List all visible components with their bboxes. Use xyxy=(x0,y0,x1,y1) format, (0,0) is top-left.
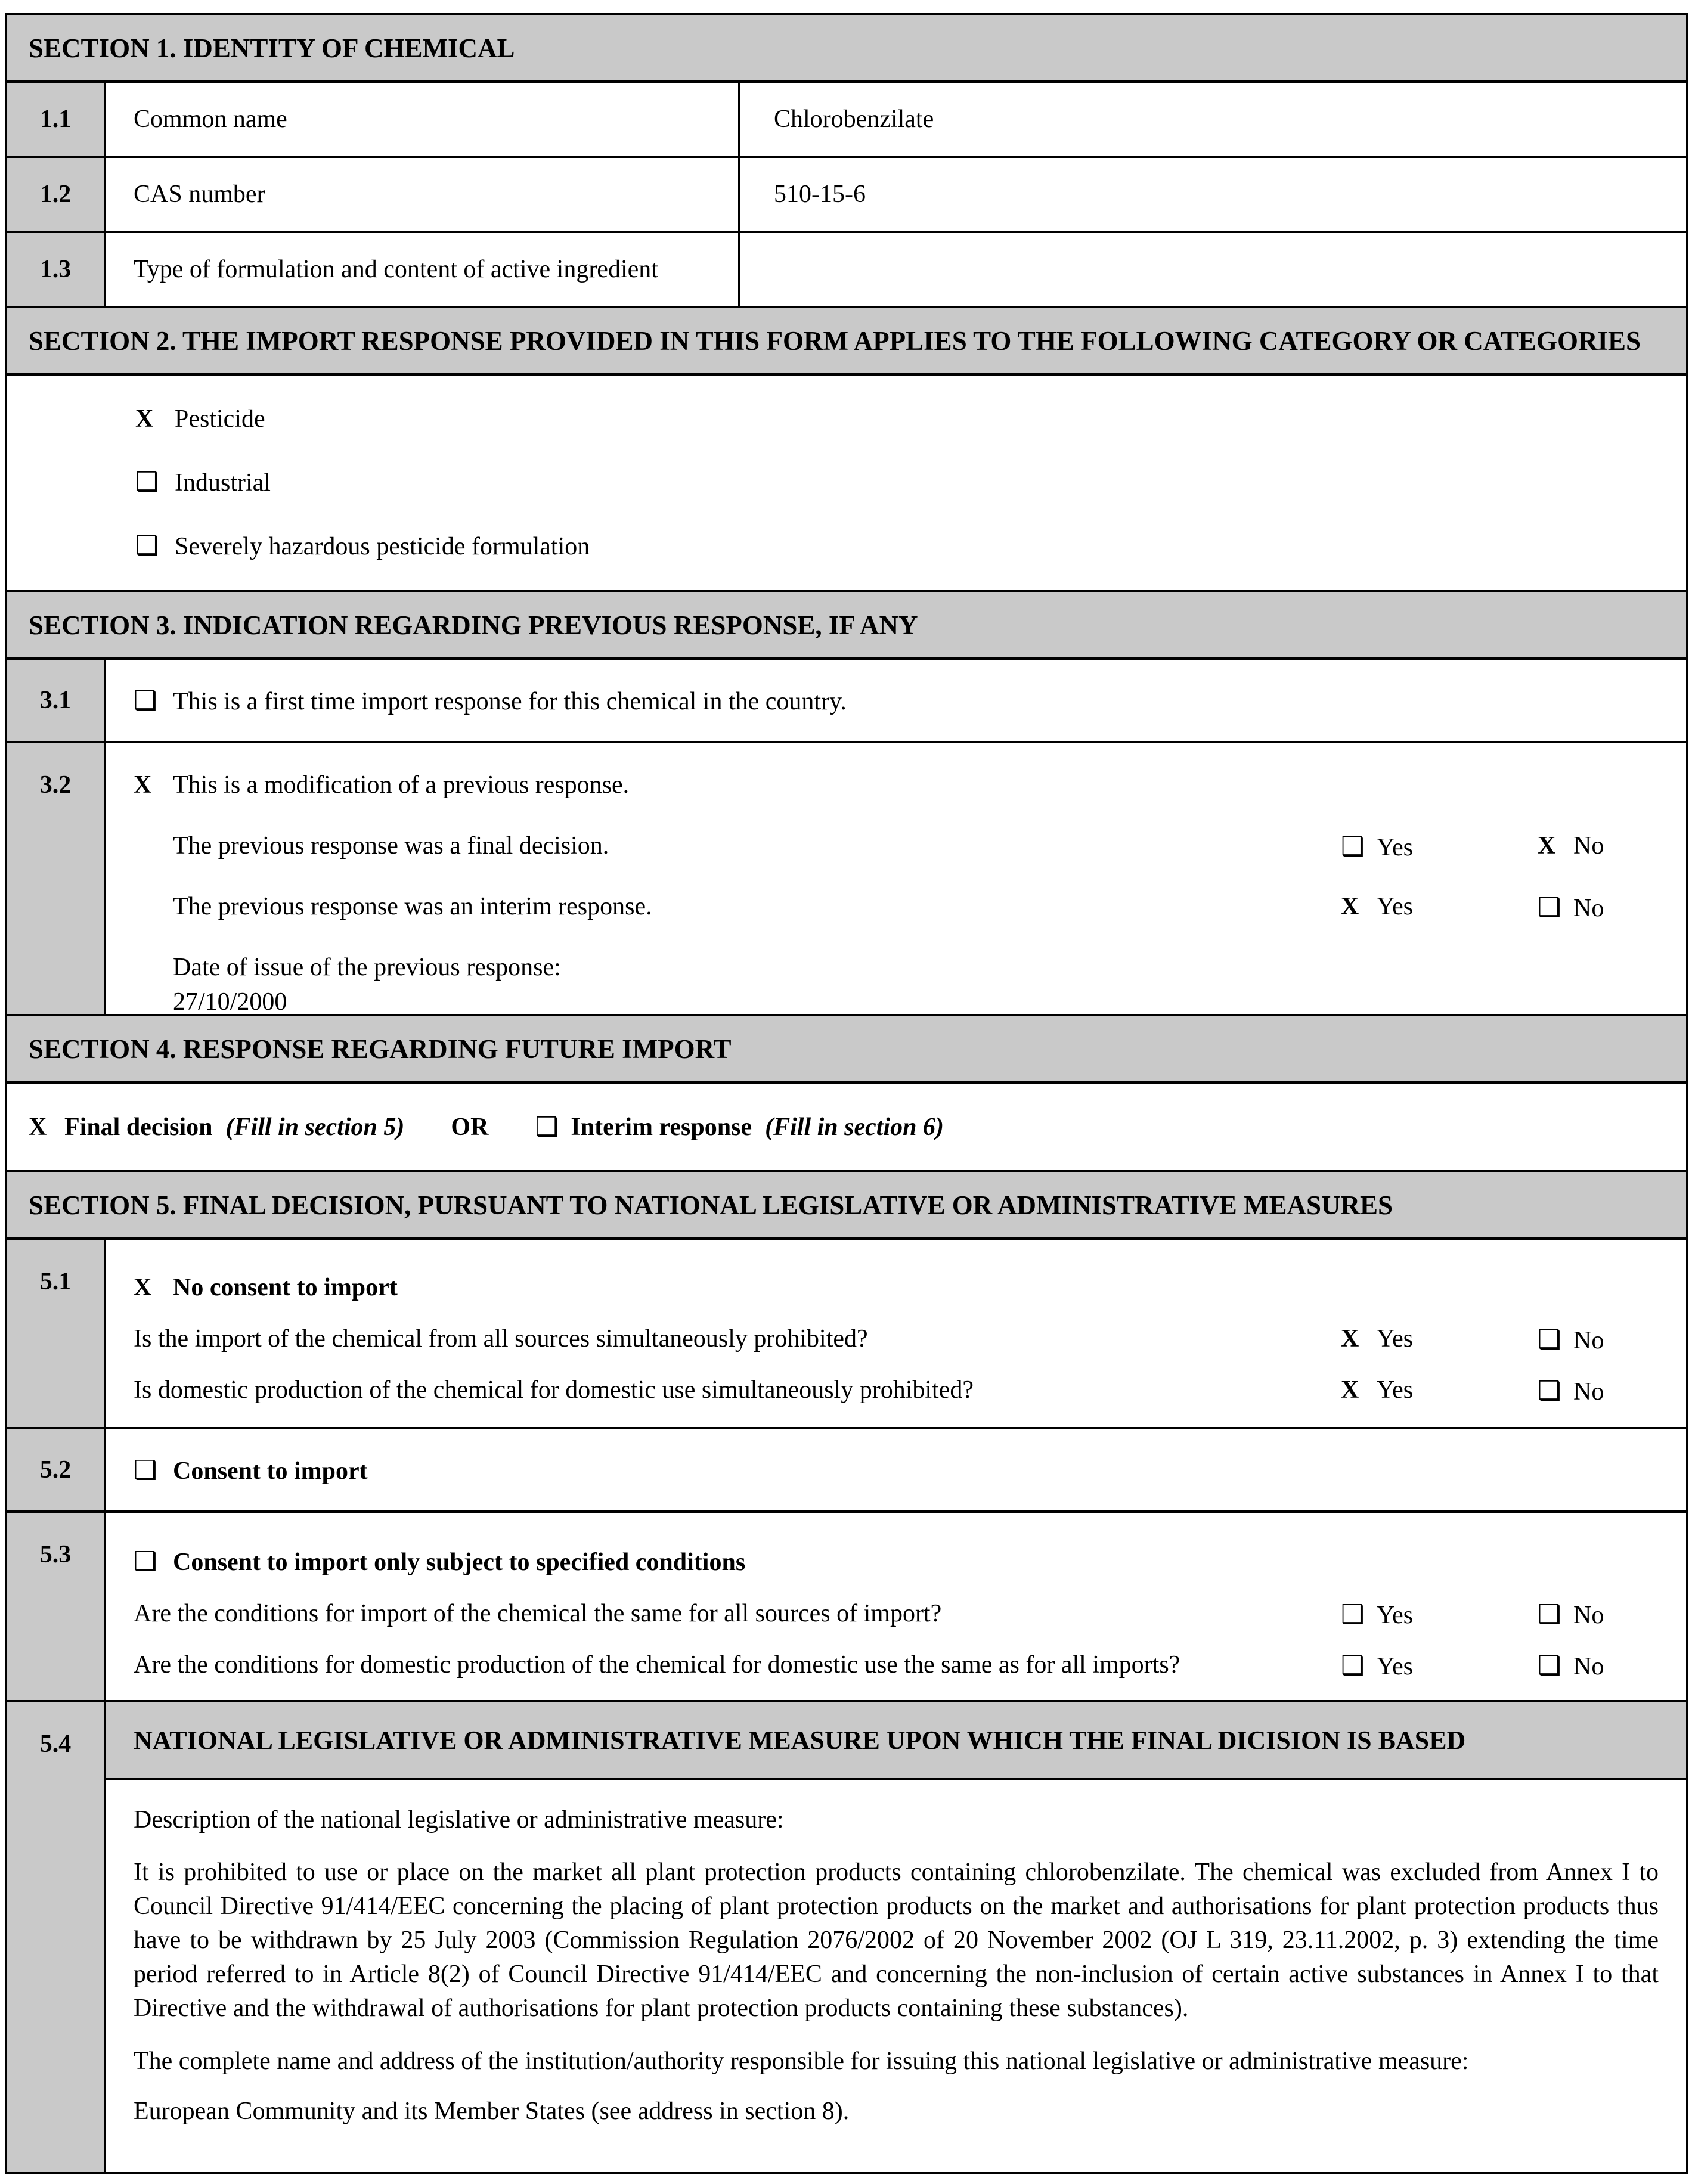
no-label: No xyxy=(1573,1327,1604,1354)
row-number: 3.2 xyxy=(7,743,106,1014)
previous-response-date-block xyxy=(134,953,1686,1016)
checkbox-icon[interactable]: ❑ xyxy=(134,1454,157,1485)
option-label: No consent to import xyxy=(173,1274,398,1301)
yes-option xyxy=(1341,892,1413,921)
interim-response-checkbox-icon[interactable]: ❑ xyxy=(535,1112,559,1142)
section5-header xyxy=(7,1172,1686,1240)
row-5-2 xyxy=(7,1429,1686,1513)
measure-description-label: Description of the national legislative or administrative measure: xyxy=(134,1806,784,1834)
field-label: Common name xyxy=(134,106,287,133)
field-label: CAS number xyxy=(134,181,265,208)
option-label: This is a first time import response for this chemical in the country. xyxy=(173,687,847,715)
question-text: Are the conditions for import of the chemical the same for all sources of import? xyxy=(134,1600,942,1627)
question-text: Is domestic production of the chemical for domestic use simultaneously prohibited? xyxy=(134,1376,974,1404)
no-option xyxy=(1538,1599,1604,1630)
authority-label: The complete name and address of the institution/authority responsible for issuing this national legislative or administrative measure: xyxy=(134,2048,1469,2075)
checkbox-icon[interactable]: ❑ xyxy=(135,531,159,561)
measure-description-text: It is prohibited to use or place on the market all plant protection products containing chlorobenzilate. The chemical was excluded from Annex I to Council Directive 91/414/EEC concerning the placing of plant protection products on the market and authorisations for plant protection products thus have to be withdrawn by 25 July 2003 (Commission Regulation 2076/2002 of 20 November 2002 (OJ L 319, 23.11.2002, p. 3) extending the time period referred to in Article 8(2) of Council Directive 91/414/EEC and concerning the non-inclusion of certain active substances in Annex I to that Directive and the withdrawal of authorisations for plant protection products containing these substances). xyxy=(134,1859,1659,2022)
section4-body xyxy=(7,1084,1686,1172)
no-label: No xyxy=(1573,895,1604,922)
question-text: Is the import of the chemical from all sources simultaneously prohibited? xyxy=(134,1325,868,1352)
section2-header xyxy=(7,308,1686,376)
yes-checkbox-icon[interactable]: ❑ xyxy=(1341,832,1365,862)
first-time-response-option xyxy=(134,685,1686,716)
no-option xyxy=(1538,1651,1604,1681)
section3-title: SECTION 3. INDICATION REGARDING PREVIOUS RESPONSE, IF ANY xyxy=(29,610,918,640)
no-checkbox-icon[interactable]: ❑ xyxy=(1538,1324,1561,1355)
option-label: This is a modification of a previous response. xyxy=(173,771,630,799)
yes-checkbox-icon[interactable]: X xyxy=(1341,1325,1359,1352)
no-checkbox-icon[interactable]: ❑ xyxy=(1538,1599,1561,1630)
date-label: Date of issue of the previous response: xyxy=(173,954,561,981)
section2-title: SECTION 2. THE IMPORT RESPONSE PROVIDED IN THIS FORM APPLIES TO THE FOLLOWING CATEGORY OR CATEGORIES xyxy=(29,325,1641,356)
option-label: Consent to import only subject to specified conditions xyxy=(173,1549,746,1576)
date-field[interactable] xyxy=(173,988,1686,1016)
row-number: 1.1 xyxy=(7,83,106,156)
row-number: 5.4 xyxy=(7,1702,106,2172)
no-checkbox-icon[interactable]: ❑ xyxy=(1538,1651,1561,1681)
row-number: 5.2 xyxy=(7,1429,106,1510)
question-text: The previous response was a final decision. xyxy=(173,832,609,860)
date-value[interactable]: 27/10/2000 xyxy=(173,988,287,1016)
row-number: 1.3 xyxy=(7,233,106,306)
measure-header-title: NATIONAL LEGISLATIVE OR ADMINISTRATIVE MEASURE UPON WHICH THE FINAL DICISION IS BASED xyxy=(134,1726,1466,1755)
checkbox-icon[interactable]: ❑ xyxy=(134,685,157,716)
measure-body xyxy=(106,1780,1686,2172)
category-option-industrial xyxy=(135,467,1686,497)
checkbox-icon[interactable]: X xyxy=(134,1274,152,1301)
previous-final-decision-question xyxy=(134,832,1686,860)
domestic-production-prohibited-question xyxy=(134,1376,1686,1404)
final-decision-checkbox-icon[interactable]: X xyxy=(29,1113,47,1141)
option-label: Consent to import xyxy=(173,1457,368,1485)
conditional-consent-option xyxy=(134,1546,1686,1577)
yes-checkbox-icon[interactable]: ❑ xyxy=(1341,1651,1365,1681)
no-consent-option xyxy=(134,1273,1686,1302)
row-number: 3.1 xyxy=(7,660,106,741)
yes-label: Yes xyxy=(1377,834,1414,861)
no-checkbox-icon[interactable]: ❑ xyxy=(1538,892,1561,923)
import-prohibited-question xyxy=(134,1324,1686,1353)
row-3-2 xyxy=(7,743,1686,1016)
domestic-conditions-question xyxy=(134,1651,1686,1679)
no-label: No xyxy=(1573,832,1604,860)
question-text: The previous response was an interim response. xyxy=(173,893,652,920)
question-text: Are the conditions for domestic production of the chemical for domestic use the same as for all imports? xyxy=(134,1651,1180,1679)
no-label: No xyxy=(1573,1602,1604,1629)
interim-response-label: Interim response xyxy=(571,1113,752,1141)
final-decision-label: Final decision xyxy=(64,1113,213,1141)
row-number: 5.3 xyxy=(7,1513,106,1700)
section1-header xyxy=(7,15,1686,83)
yes-checkbox-icon[interactable]: X xyxy=(1341,1376,1359,1404)
option-label: Severely hazardous pesticide formulation xyxy=(175,533,590,560)
fill-line[interactable] xyxy=(290,988,1659,1016)
row-5-1 xyxy=(7,1240,1686,1429)
no-checkbox-icon[interactable]: ❑ xyxy=(1538,1376,1561,1406)
checkbox-icon[interactable]: X xyxy=(135,405,154,433)
no-label: No xyxy=(1573,1653,1604,1680)
row-1-3 xyxy=(7,233,1686,308)
no-checkbox-icon[interactable]: X xyxy=(1538,832,1556,860)
no-option xyxy=(1538,832,1604,860)
final-decision-note: (Fill in section 5) xyxy=(225,1113,405,1141)
yes-label: Yes xyxy=(1377,1602,1414,1629)
form-table xyxy=(5,13,1688,2174)
cas-number-value[interactable]: 510-15-6 xyxy=(774,181,866,208)
row-1-1 xyxy=(7,83,1686,158)
consent-option xyxy=(134,1455,1686,1485)
section4-header xyxy=(7,1016,1686,1084)
section1-title: SECTION 1. IDENTITY OF CHEMICAL xyxy=(29,33,515,63)
section5-title: SECTION 5. FINAL DECISION, PURSUANT TO NATIONAL LEGISLATIVE OR ADMINISTRATIVE MEASURES xyxy=(29,1190,1393,1220)
yes-label: Yes xyxy=(1377,893,1414,920)
common-name-value[interactable]: Chlorobenzilate xyxy=(774,106,934,133)
checkbox-icon[interactable]: ❑ xyxy=(135,467,159,497)
no-option xyxy=(1538,1324,1604,1355)
row-5-4 xyxy=(7,1702,1686,2172)
row-number: 5.1 xyxy=(7,1240,106,1427)
section4-title: SECTION 4. RESPONSE REGARDING FUTURE IMPORT xyxy=(29,1034,732,1064)
category-option-pesticide xyxy=(135,405,1686,433)
import-conditions-question xyxy=(134,1599,1686,1628)
yes-option xyxy=(1341,1651,1413,1681)
field-label: Type of formulation and content of active ingredient xyxy=(134,256,658,283)
section2-body xyxy=(7,376,1686,592)
yes-option xyxy=(1341,1376,1413,1404)
checkbox-icon[interactable]: X xyxy=(134,771,152,799)
row-1-2 xyxy=(7,158,1686,233)
section3-header xyxy=(7,592,1686,660)
no-option xyxy=(1538,1376,1604,1406)
modification-option xyxy=(134,771,1686,799)
measure-header xyxy=(106,1702,1686,1780)
yes-option xyxy=(1341,1324,1413,1353)
option-label: Industrial xyxy=(175,469,271,497)
row-5-3 xyxy=(7,1513,1686,1702)
yes-label: Yes xyxy=(1377,1325,1414,1352)
yes-checkbox-icon[interactable]: ❑ xyxy=(1341,1599,1365,1630)
authority-value[interactable]: European Community and its Member States (see address in section 8). xyxy=(134,2098,850,2125)
yes-label: Yes xyxy=(1377,1653,1414,1680)
yes-option xyxy=(1341,1599,1413,1630)
or-label: OR xyxy=(451,1113,489,1141)
option-label: Pesticide xyxy=(175,405,265,433)
row-number: 1.2 xyxy=(7,158,106,231)
row-3-1 xyxy=(7,660,1686,743)
yes-checkbox-icon[interactable]: X xyxy=(1341,893,1359,920)
interim-response-note: (Fill in section 6) xyxy=(765,1113,944,1141)
previous-interim-response-question xyxy=(134,892,1686,921)
no-option xyxy=(1538,892,1604,923)
yes-option xyxy=(1341,832,1413,862)
category-option-severely-hazardous xyxy=(135,531,1686,561)
no-label: No xyxy=(1573,1378,1604,1406)
checkbox-icon[interactable]: ❑ xyxy=(134,1546,157,1577)
yes-label: Yes xyxy=(1377,1376,1414,1404)
